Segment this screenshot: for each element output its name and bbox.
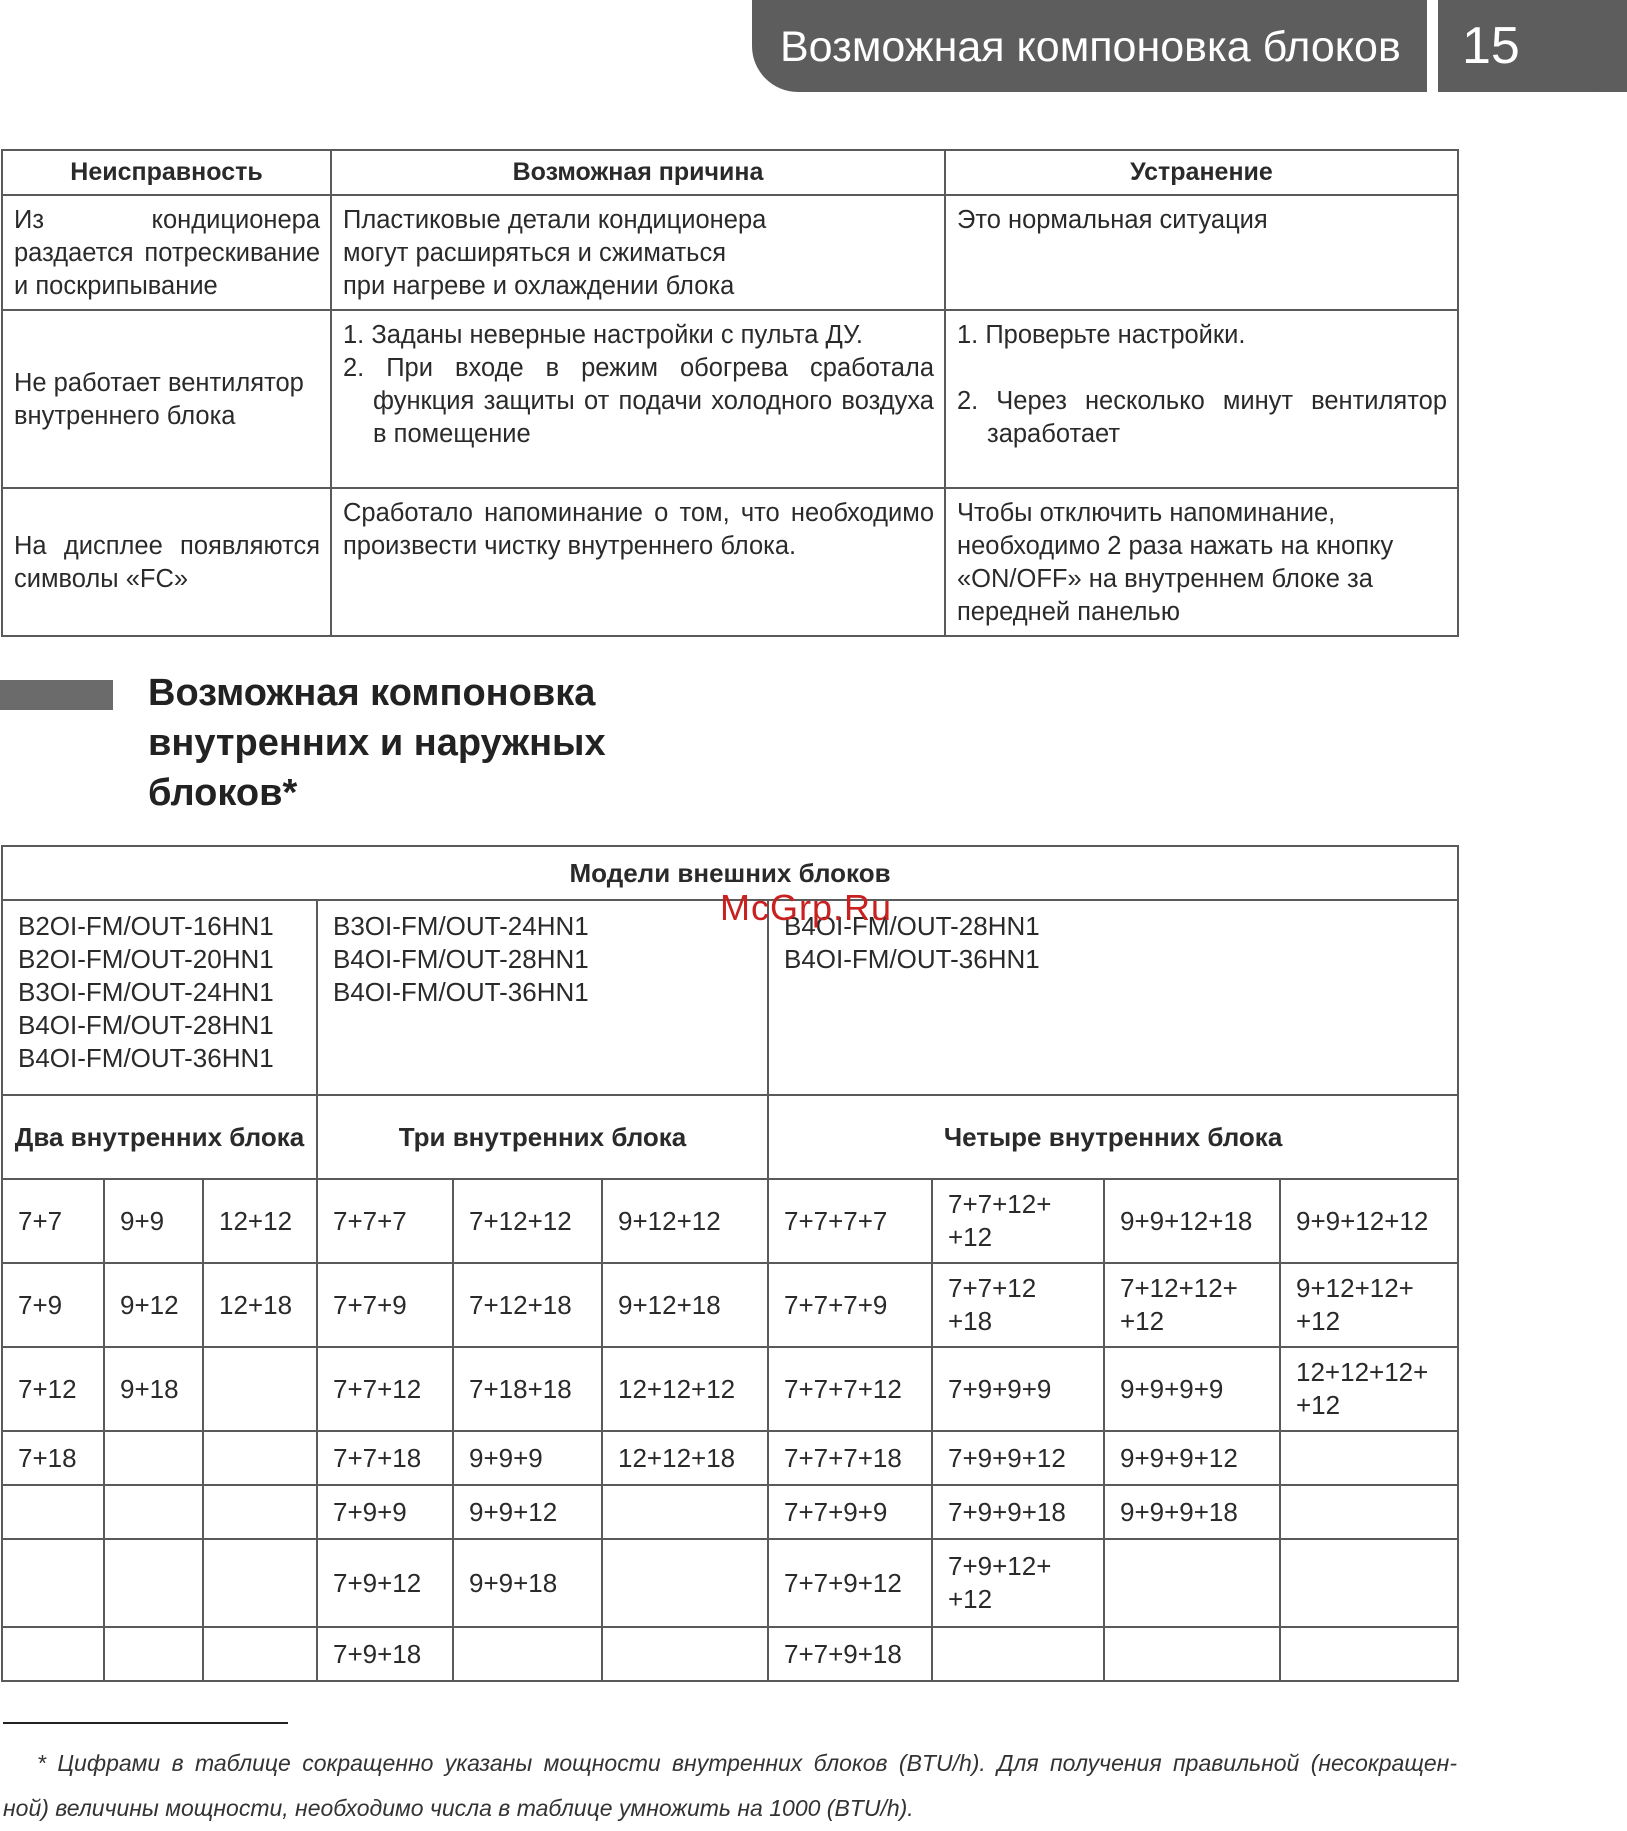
footnote xyxy=(3,1741,1457,1831)
combination-cell xyxy=(104,1431,203,1485)
table-header-row xyxy=(2,150,1458,195)
section-title-line: блоков* xyxy=(148,772,298,814)
footnote-line: * Цифрами в таблице сокращенно указаны мощности внутренних блоков (BTU/h). Для получения правильной (несокращен- xyxy=(37,1750,1457,1776)
combination-cell: 7+7+7+9 xyxy=(768,1263,932,1347)
combination-cell: 9+12+12+ +12 xyxy=(1280,1263,1458,1347)
combination-cell: 7+9+9+12 xyxy=(932,1431,1104,1485)
combination-cell: 7+7+9+9 xyxy=(768,1485,932,1539)
cause-item: 1. Заданы неверные настройки с пульта ДУ. xyxy=(343,321,863,349)
table-row xyxy=(2,1179,1458,1263)
combination-cell: 9+12+12 xyxy=(602,1179,768,1263)
remedy-cell: Это нормальная ситуация xyxy=(945,195,1458,310)
model-name: B4OI-FM/OUT-36HN1 xyxy=(333,977,589,1007)
combination-cell: 7+7+9+12 xyxy=(768,1539,932,1627)
combination-cell: 9+9+9+12 xyxy=(1104,1431,1280,1485)
combination-cell xyxy=(104,1627,203,1681)
page-number-box xyxy=(1438,0,1627,92)
table-row xyxy=(2,1263,1458,1347)
model-name: B4OI-FM/OUT-36HN1 xyxy=(18,1043,274,1073)
section-title-line: Возможная компоновка xyxy=(148,672,596,714)
cause-cell: Сработало напоминание о том, что необходимо произвести чистку внутреннего блока. xyxy=(331,488,945,636)
combination-cell: 9+9 xyxy=(104,1179,203,1263)
models-row xyxy=(2,900,1458,1095)
models-three-cell xyxy=(317,900,768,1095)
combination-cell: 9+12+18 xyxy=(602,1263,768,1347)
table-row xyxy=(2,1539,1458,1627)
remedy-cell: Чтобы отключить напоминание, необходимо 2 раза нажать на кнопку «ON/OFF» на внутреннем блоке за передней панелью xyxy=(945,488,1458,636)
groups-row xyxy=(2,1095,1458,1179)
combinations-table xyxy=(1,845,1459,1682)
cause-line: при нагреве и охлаждении блока xyxy=(343,272,735,300)
remedy-cell xyxy=(945,310,1458,488)
model-name: B2OI-FM/OUT-16HN1 xyxy=(18,911,274,941)
column-header-remedy: Устранение xyxy=(945,150,1458,195)
combination-cell xyxy=(602,1627,768,1681)
combination-cell: 7+7+7+12 xyxy=(768,1347,932,1431)
combination-cell: 9+9+9+18 xyxy=(1104,1485,1280,1539)
combination-cell: 7+7 xyxy=(2,1179,104,1263)
combination-cell: 9+18 xyxy=(104,1347,203,1431)
combination-cell xyxy=(203,1539,317,1627)
model-name: B4OI-FM/OUT-36HN1 xyxy=(784,944,1040,974)
combination-cell: 7+7+7+7 xyxy=(768,1179,932,1263)
combination-cell xyxy=(1280,1485,1458,1539)
combination-cell: 9+9+9+9 xyxy=(1104,1347,1280,1431)
combination-cell: 7+7+9+18 xyxy=(768,1627,932,1681)
table-row xyxy=(2,488,1458,636)
combination-cell xyxy=(932,1627,1104,1681)
combination-cell: 7+7+12 +18 xyxy=(932,1263,1104,1347)
combination-cell xyxy=(2,1539,104,1627)
outdoor-models-header: Модели внешних блоков xyxy=(2,846,1458,900)
combination-cell xyxy=(1280,1539,1458,1627)
combination-cell: 9+9+12+18 xyxy=(1104,1179,1280,1263)
table-row xyxy=(2,1431,1458,1485)
combination-cell xyxy=(1104,1539,1280,1627)
cause-item: 2. При входе в режим обогрева сработала функция защиты от подачи холодного воздуха в помещение xyxy=(343,354,934,448)
remedy-item: 2. Через несколько минут вентилятор заработает xyxy=(957,387,1447,448)
combination-cell xyxy=(203,1431,317,1485)
combination-cell: 7+9+18 xyxy=(317,1627,453,1681)
combination-cell: 7+7+7+18 xyxy=(768,1431,932,1485)
footnote-line: ной) величины мощности, необходимо числа в таблице умножить на 1000 (BTU/h). xyxy=(3,1795,914,1821)
combination-cell: 7+9+9 xyxy=(317,1485,453,1539)
combination-cell: 9+9+9 xyxy=(453,1431,602,1485)
combination-cell xyxy=(1280,1627,1458,1681)
fault-cell: На дисплее появляются символы «FC» xyxy=(2,488,331,636)
combination-cell: 7+9+9+18 xyxy=(932,1485,1104,1539)
header-divider xyxy=(1427,0,1438,92)
models-four-cell xyxy=(768,900,1458,1095)
combinations-body xyxy=(2,1179,1458,1681)
column-header-fault: Неисправность xyxy=(2,150,331,195)
header-title: Возможная компоновка блоков xyxy=(780,23,1401,71)
combination-cell: 12+12+18 xyxy=(602,1431,768,1485)
combination-cell: 9+9+12 xyxy=(453,1485,602,1539)
cause-cell xyxy=(331,195,945,310)
table-row xyxy=(2,1627,1458,1681)
fault-cell: Из кондиционера раздается потрескивание и поскрипывание xyxy=(2,195,331,310)
page-number: 15 xyxy=(1462,17,1520,75)
fault-cell: Не работает вентилятор внутреннего блока xyxy=(2,310,331,488)
combination-cell: 7+9+12 xyxy=(317,1539,453,1627)
cause-line: Пластиковые детали кондиционера xyxy=(343,206,767,234)
section-title-line: внутренних и наружных xyxy=(148,722,606,764)
troubleshooting-table xyxy=(1,149,1459,637)
table-row xyxy=(2,1347,1458,1431)
column-header-cause: Возможная причина xyxy=(331,150,945,195)
model-name: B3OI-FM/OUT-24HN1 xyxy=(333,911,589,941)
combination-cell: 7+7+12+ +12 xyxy=(932,1179,1104,1263)
combination-cell xyxy=(1280,1431,1458,1485)
combination-cell: 7+9+9+9 xyxy=(932,1347,1104,1431)
combination-cell: 7+7+9 xyxy=(317,1263,453,1347)
combination-cell: 7+9 xyxy=(2,1263,104,1347)
combination-cell: 7+9+12+ +12 xyxy=(932,1539,1104,1627)
combination-cell: 7+12+12+ +12 xyxy=(1104,1263,1280,1347)
combination-cell: 12+18 xyxy=(203,1263,317,1347)
section-marker-bar xyxy=(0,680,113,710)
combination-cell xyxy=(203,1627,317,1681)
combination-cell: 7+12+12 xyxy=(453,1179,602,1263)
model-name: B2OI-FM/OUT-20HN1 xyxy=(18,944,274,974)
combination-cell xyxy=(203,1485,317,1539)
watermark: McGrp.Ru xyxy=(720,887,893,928)
combination-cell xyxy=(203,1347,317,1431)
combination-cell xyxy=(2,1485,104,1539)
footnote-rule xyxy=(3,1722,288,1724)
group-four-indoor: Четыре внутренних блока xyxy=(768,1095,1458,1179)
group-two-indoor: Два внутренних блока xyxy=(2,1095,317,1179)
remedy-item: 1. Проверьте настройки. xyxy=(957,321,1246,349)
cause-cell xyxy=(331,310,945,488)
combination-cell xyxy=(453,1627,602,1681)
model-name: B3OI-FM/OUT-24HN1 xyxy=(18,977,274,1007)
combination-cell: 9+12 xyxy=(104,1263,203,1347)
model-name: B4OI-FM/OUT-28HN1 xyxy=(784,911,1040,941)
combination-cell: 9+9+12+12 xyxy=(1280,1179,1458,1263)
combination-cell: 7+18+18 xyxy=(453,1347,602,1431)
combination-cell xyxy=(602,1539,768,1627)
table-row xyxy=(2,195,1458,310)
section-title xyxy=(148,668,708,818)
table-row xyxy=(2,1485,1458,1539)
combination-cell: 12+12+12+ +12 xyxy=(1280,1347,1458,1431)
cause-line: могут расширяться и сжиматься xyxy=(343,239,726,267)
combination-cell: 12+12 xyxy=(203,1179,317,1263)
combination-cell: 7+7+12 xyxy=(317,1347,453,1431)
combination-cell: 7+18 xyxy=(2,1431,104,1485)
group-three-indoor: Три внутренних блока xyxy=(317,1095,768,1179)
combination-cell xyxy=(2,1627,104,1681)
combination-cell xyxy=(1104,1627,1280,1681)
model-name: B4OI-FM/OUT-28HN1 xyxy=(333,944,589,974)
combination-cell xyxy=(104,1539,203,1627)
combination-cell: 7+7+7 xyxy=(317,1179,453,1263)
combination-cell: 12+12+12 xyxy=(602,1347,768,1431)
combination-cell: 7+7+18 xyxy=(317,1431,453,1485)
combination-cell: 7+12+18 xyxy=(453,1263,602,1347)
model-name: B4OI-FM/OUT-28HN1 xyxy=(18,1010,274,1040)
combination-cell xyxy=(602,1485,768,1539)
combination-cell: 7+12 xyxy=(2,1347,104,1431)
combination-cell: 9+9+18 xyxy=(453,1539,602,1627)
combination-cell xyxy=(104,1485,203,1539)
table-row xyxy=(2,310,1458,488)
models-two-cell xyxy=(2,900,317,1095)
